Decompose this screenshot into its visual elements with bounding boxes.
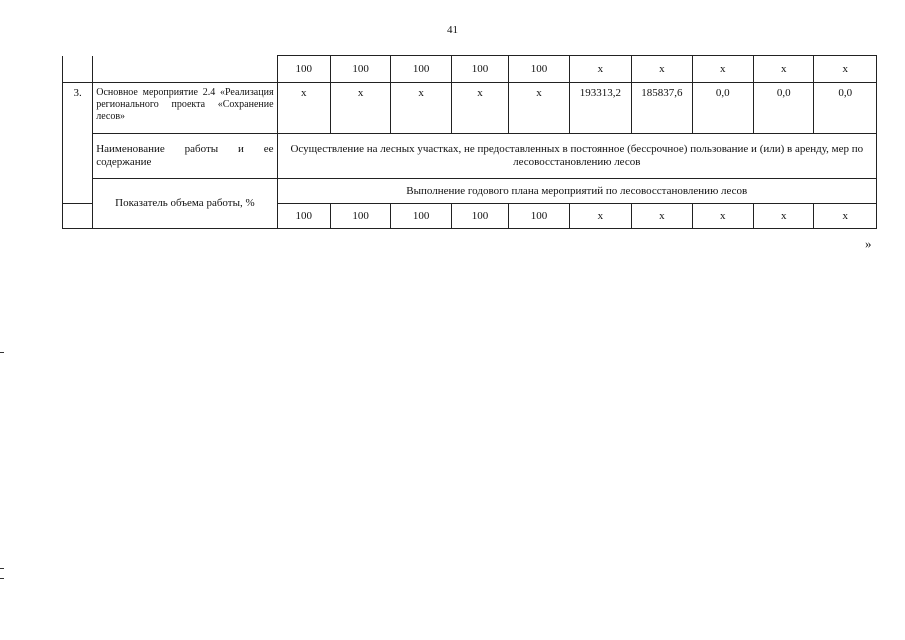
value-cell: x (330, 83, 390, 134)
value-cell: x (632, 56, 692, 83)
value-cell: x (814, 56, 877, 83)
value-cell: 100 (277, 56, 330, 83)
value-cell: x (277, 83, 330, 134)
value-cell: 0,0 (692, 83, 753, 134)
empty-number-cell (63, 204, 93, 229)
row-label-cell (93, 56, 277, 83)
row-number-cell (63, 56, 93, 83)
value-cell: 193313,2 (569, 83, 631, 134)
measure-label-cell: Основное мероприятие 2.4 «Реализация регионального проекта «Сохранение лесов» (93, 83, 277, 134)
page-number: 41 (447, 24, 458, 36)
scan-edge-mark (0, 352, 4, 353)
value-cell: x (569, 56, 631, 83)
value-cell: 100 (509, 56, 569, 83)
work-label-cell: Наименование работы и ее содержание (93, 134, 277, 179)
value-cell: x (692, 56, 753, 83)
value-cell: 100 (391, 56, 451, 83)
table-row-work (63, 134, 877, 179)
value-cell: 0,0 (814, 83, 877, 134)
indicator-label-cell: Показатель объема работы, % (93, 179, 277, 229)
value-cell: x (692, 204, 753, 229)
row-number-cell: 3. (63, 83, 93, 204)
value-cell: x (451, 83, 508, 134)
value-cell: 185837,6 (632, 83, 692, 134)
value-cell: x (754, 204, 814, 229)
value-cell: x (391, 83, 451, 134)
measures-table (62, 55, 877, 229)
scan-edge-mark (0, 568, 4, 569)
value-cell: 100 (391, 204, 451, 229)
value-cell: 100 (277, 204, 330, 229)
value-cell: x (814, 204, 877, 229)
table-row-top-values (63, 56, 877, 83)
indicator-caption-cell: Выполнение годового плана мероприятий по лесовосстановлению лесов (277, 179, 876, 204)
work-content-cell: Осуществление на лесных участках, не предоставленных в постоянное (бессрочное) пользование и (или) в аренду, мер по лесовосстановлению лесов (277, 134, 876, 179)
value-cell: 100 (330, 56, 390, 83)
table-row-measure (63, 83, 877, 134)
closing-quote-mark: » (865, 236, 872, 251)
value-cell: x (632, 204, 692, 229)
value-cell: 0,0 (754, 83, 814, 134)
value-cell: x (509, 83, 569, 134)
scan-edge-mark (0, 578, 4, 579)
table-row-indicator-caption (63, 179, 877, 204)
value-cell: x (569, 204, 631, 229)
value-cell: x (754, 56, 814, 83)
value-cell: 100 (451, 56, 508, 83)
value-cell: 100 (509, 204, 569, 229)
value-cell: 100 (330, 204, 390, 229)
value-cell: 100 (451, 204, 508, 229)
